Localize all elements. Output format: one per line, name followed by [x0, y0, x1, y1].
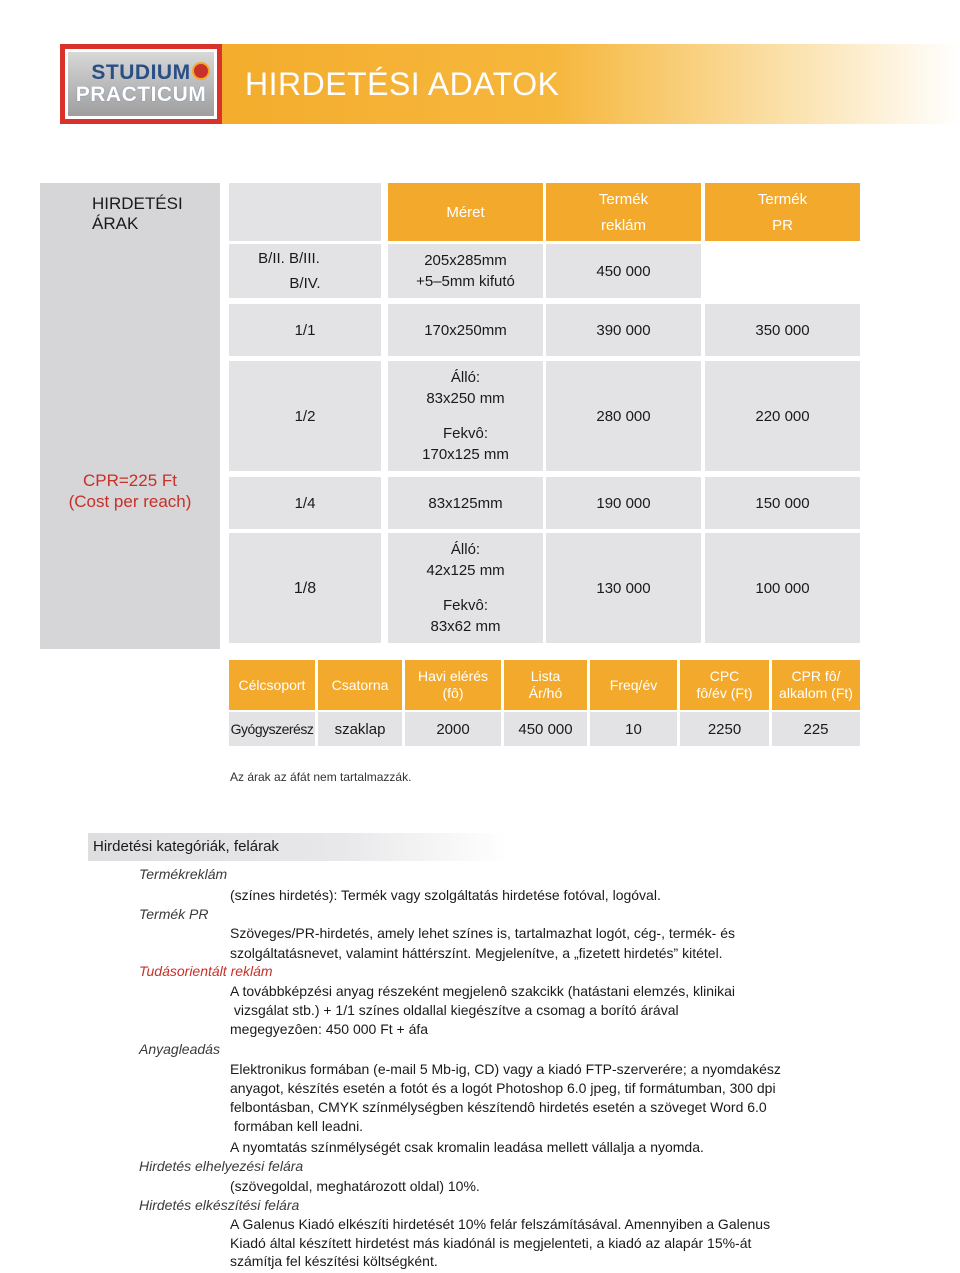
- category-desc-line: felbontásban, CMYK színmélységben készítendô hirdetés esetén a szöveget Word 6.0: [230, 1099, 767, 1115]
- stat-header-target-group: Célcsoport: [229, 660, 315, 710]
- category-term-production-surcharge: Hirdetés elkészítési felára: [139, 1197, 300, 1213]
- category-term-material-delivery: Anyagleadás: [139, 1041, 220, 1057]
- stat-value-channel: szaklap: [318, 712, 402, 746]
- format-cell: B/II. B/III. B/IV.: [229, 244, 381, 298]
- stat-header-frequency: Freq/év: [590, 660, 677, 710]
- categories-title: Hirdetési kategóriák, felárak: [93, 838, 279, 855]
- category-desc-line: Szöveges/PR-hirdetés, amely lehet színes is, tartalmazhat logót, cég-, termék- és: [230, 925, 735, 941]
- stat-value-cpr: 225: [772, 712, 860, 746]
- category-term-product-ad: Termékreklám: [139, 866, 228, 882]
- category-desc-line: szolgáltatásnevet, valamint háttérszínt. Megjelenítve, a „fizetett hirdetés” kitétel.: [230, 945, 723, 961]
- category-desc-line: megegyezôen: 450 000 Ft + áfa: [230, 1021, 429, 1037]
- format-cell: 1/2: [229, 361, 381, 471]
- category-desc-line: Kiadó által készített hirdetést más kiadónál is megjelenteti, a kiadó az alapár 15%-át: [230, 1235, 752, 1251]
- product-ad-price-cell: 390 000: [546, 304, 701, 356]
- category-desc-line: A továbbképzési anyag részeként megjelenô szakcikk (hatástani elemzés, klinikai: [230, 983, 736, 999]
- product-pr-header-cell: Termék PR: [705, 183, 860, 241]
- vat-note: Az árak az áfát nem tartalmazzák.: [230, 770, 412, 784]
- category-desc-line: anyagot, készítés esetén a fotót és a logót Photoshop 6.0 jpeg, tif formátumban, 300 dpi: [230, 1080, 776, 1096]
- product-ad-price-cell: 190 000: [546, 477, 701, 529]
- product-pr-price-cell: 100 000: [705, 533, 860, 643]
- size-cell: Álló: 83x250 mm Fekvô: 170x125 mm: [388, 361, 543, 471]
- format-cell: 1/1: [229, 304, 381, 356]
- stat-value-list-price: 450 000: [504, 712, 587, 746]
- logo-mark-icon: [192, 62, 210, 80]
- logo-word-studium: STUDIUM: [91, 61, 191, 84]
- size-cell: 170x250mm: [388, 304, 543, 356]
- category-term-product-pr: Termék PR: [139, 906, 209, 922]
- price-section-label: HIRDETÉSI ÁRAK: [92, 194, 183, 233]
- format-cell: 1/4: [229, 477, 381, 529]
- stat-value-cpc: 2250: [680, 712, 769, 746]
- stat-header-list-price: Lista Ár/hó: [504, 660, 587, 710]
- price-table-left-panel: [40, 183, 220, 649]
- size-cell: 205x285mm +5–5mm kifutó: [388, 244, 543, 298]
- category-desc-line: (színes hirdetés): Termék vagy szolgáltatás hirdetése fotóval, logóval.: [230, 887, 661, 903]
- size-cell: 83x125mm: [388, 477, 543, 529]
- product-ad-price-cell: 280 000: [546, 361, 701, 471]
- product-ad-price-cell: 130 000: [546, 533, 701, 643]
- format-cell: 1/8: [229, 533, 381, 643]
- product-pr-price-cell: [705, 244, 860, 298]
- logo-word-practicum: PRACTICUM: [75, 83, 207, 106]
- category-desc-line: (szövegoldal, meghatározott oldal) 10%.: [230, 1178, 480, 1194]
- stat-header-monthly-reach: Havi elérés (fô): [405, 660, 501, 710]
- product-pr-price-cell: 350 000: [705, 304, 860, 356]
- product-ad-price-cell: 450 000: [546, 244, 701, 298]
- format-header-cell: [229, 183, 381, 241]
- cpr-note: CPR=225 Ft (Cost per reach): [68, 471, 192, 511]
- size-cell: Álló: 42x125 mm Fekvô: 83x62 mm: [388, 533, 543, 643]
- stat-value-frequency: 10: [590, 712, 677, 746]
- category-desc-line: Elektronikus formában (e-mail 5 Mb-ig, CD) vagy a kiadó FTP-szerverére; a nyomdakész: [230, 1061, 781, 1077]
- category-desc-line: A Galenus Kiadó elkészíti hirdetését 10% felár felszámításával. Amennyiben a Galenus: [230, 1216, 771, 1232]
- category-desc-line: vizsgálat stb.) + 1/1 színes oldallal kiegészítve a csomag a borító árával: [230, 1002, 679, 1018]
- stat-header-channel: Csatorna: [318, 660, 402, 710]
- stat-header-cpr: CPR fô/ alkalom (Ft): [772, 660, 860, 710]
- size-header-cell: Méret: [388, 183, 543, 241]
- category-term-placement-surcharge: Hirdetés elhelyezési felára: [139, 1158, 304, 1174]
- stat-header-cpc: CPC fô/év (Ft): [680, 660, 769, 710]
- stat-value-target-group: Gyógyszerész: [229, 712, 315, 746]
- product-pr-price-cell: 150 000: [705, 477, 860, 529]
- logo: [60, 44, 222, 124]
- stat-value-monthly-reach: 2000: [405, 712, 501, 746]
- category-term-knowledge-ad: Tudásorientált reklám: [139, 963, 273, 979]
- product-pr-price-cell: 220 000: [705, 361, 860, 471]
- category-desc-line: számítja fel készítési költségként.: [230, 1253, 438, 1269]
- category-desc-line: formában kell leadni.: [230, 1118, 364, 1134]
- product-ad-header-cell: Termék reklám: [546, 183, 701, 241]
- page-title: HIRDETÉSI ADATOK: [245, 66, 560, 102]
- category-desc-line: A nyomtatás színmélységét csak kromalin leadása mellett vállalja a nyomda.: [230, 1139, 704, 1155]
